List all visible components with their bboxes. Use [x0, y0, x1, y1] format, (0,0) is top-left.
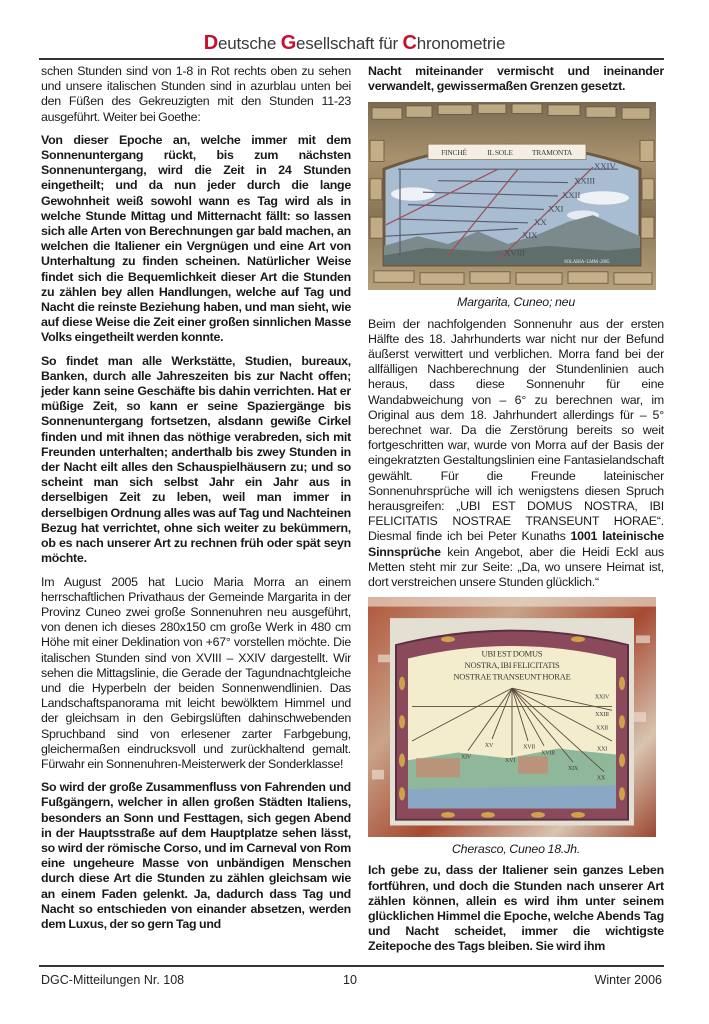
- banner-word-3: TRAMONTA: [531, 148, 573, 158]
- header-cap-c: C: [402, 32, 417, 54]
- hour-label: XIX: [522, 230, 538, 241]
- banner-word-2: IL SOLE: [487, 148, 513, 158]
- page-footer: [41, 973, 662, 989]
- goethe-quote-1: Von dieser Epoche an, welche immer mit dem Sonnenuntergang rückt, bis zum nächsten Sonnenuntergang, wird die Zeit in 24 Stunden eingetheilt; und da nun jeder durch die lange Gewohnheit weiß sowohl wann es Tag wird als in welche Stunde Mittag und Mitternacht fällt: so lassen sich alle Arten von Berechnungen gar bald machen, an welchen die Italiener ein Vergnügen und eine Art von Unterhaltung zu finden scheinen. Natürlicher Weise findet sich die Bequemlichkeit dieser Art die Stunden zu zählen bey allen Handlungen, welche auf Tag und Nacht die reinste Beziehung haben, und man sieht, wie auf diese Weise die Zeit einer großen sinnlichen Masse Volks eingetheilt werden konnte.: [41, 132, 351, 345]
- hour-label: XX: [534, 217, 547, 228]
- goethe-quote-2: So findet man alle Werkstätte, Studien, bureaux, Banken, durch alle Jahreszeiten bis zur Nacht offen; jeder kann seine Geschäfte bis dahin verrichten. Hat er müßige Zeit, so kann er seine Spaziergänge bis Sonnenuntergang fortsetzen, alsdann gewiße Cirkel finden und mit ihnen das nöthige verabreden, sich mit Freunden unterhalten; anderthalb bis zwey Stunden in der Nacht eilt alles den Schauspielhäusern zu; und so scheint man sich selbst Jahr ein Jahr aus in derselbigen Zeit zu leben, weil man immer in derselbigen Ordnung alles was auf Tag und Nachteinen Bezug hat verrichtet, ohne sich weiter zu bekümmern, ob es nach unserer Art zu rechnen früh oder spät seyn möchte.: [41, 353, 351, 566]
- figure-caption: Margarita, Cuneo; neu: [456, 295, 576, 310]
- hour-label: XVII: [523, 745, 535, 751]
- figure-caption: Cherasco, Cuneo 18.Jh.: [451, 842, 581, 857]
- issue-date: Winter 2006: [594, 973, 662, 987]
- header-text-1: eutsche: [218, 34, 281, 53]
- hour-label: XIV: [460, 754, 472, 761]
- motto-line-3: NOSTRAE TRANSEUNT HORAE: [453, 672, 571, 682]
- sundial-photo-cherasco: [368, 597, 656, 837]
- hour-label: XXII: [596, 725, 608, 732]
- paragraph: schen Stunden sind von 1-8 in Rot rechts oben zu sehen und unsere italischen Stunden sind in azurblau unten bei den Füßen des Gekreuzigten mit den Stunden 11-23 ausgeführt. Weiter bei Goethe:: [41, 64, 351, 124]
- left-column: [41, 64, 351, 940]
- hour-label: XXI: [596, 746, 608, 753]
- hour-label: XVI: [504, 758, 516, 765]
- hour-label: XXI: [548, 203, 564, 214]
- header-rule: [39, 58, 664, 60]
- hour-label: XVIII: [541, 750, 555, 757]
- hour-label: XIX: [567, 766, 579, 773]
- sundial-photo-margarita: [368, 102, 656, 290]
- goethe-quote-continued: Nacht miteinander vermischt und ineinander verwandelt, gewissermaßen Grenzen gesetzt.: [368, 64, 664, 94]
- motto-banner: [428, 145, 586, 160]
- goethe-quote-3: So wird der große Zusammenfluss von Fahrenden und Fußgängern, welcher in allen großen Städten Italiens, besonders an Sonn und Festtagen, sich gegen Abend in der Hauptsstraße auf dem Hauptplatze sehen lässt, so wird der römische Corso, und im Carneval von Rom eine ungeheure Masse von unbändigen Menschen durch diese Art die Stunden zu zählen gleichsam wie an einem Faden gelenkt. Ja, dadurch dass Tag und Nacht so entschieden von einander absetzen, werden dem Luxus, der so gern Tag und: [41, 780, 351, 931]
- hour-label: XXIV: [594, 695, 610, 701]
- page-number: 10: [343, 973, 357, 987]
- sundial-illustration: [368, 102, 656, 290]
- paragraph: [368, 317, 664, 591]
- hour-label: XXIII: [595, 712, 609, 719]
- publication-name: DGC-Mitteilungen Nr. 108: [41, 973, 185, 987]
- motto-line-2: NOSTRA, IBI FELICITATIS: [464, 661, 560, 671]
- header-text-3: hronometrie: [416, 34, 506, 53]
- paragraph-text-end: kein Angebot, aber die Heidi Eckl aus Metten steht mir zur Seite: „Da, wo unsere Heimat ist, dort verstreichen unsere Stunden glücklich.“: [368, 544, 664, 590]
- goethe-quote-4: Ich gebe zu, dass der Italiener sein ganzes Leben fortführen, und doch die Stunden nach unserer Art zählen können, allein es wird ihm unter seinem glücklichen Himmel die Epoche, welche Abends Tag und Nacht scheidet, immer die wichtigste Zeitepoche des Tags bleiben. Sie wird ihm: [368, 863, 664, 954]
- banner-word-1: FINCHÉ: [441, 148, 467, 158]
- artist-signature: SOLARIA - LMM - 2005: [564, 260, 610, 266]
- hour-label: XXIV: [594, 161, 616, 172]
- header-cap-g: G: [280, 32, 297, 54]
- hour-label: XV: [484, 743, 494, 749]
- footer-rule: [39, 965, 664, 967]
- paragraph-text: Beim der nachfolgenden Sonnenuhr aus der ersten Hälfte des 18. Jahrhunderts war nicht nur der Befund äußerst verwittert und verblichen. Morra fand bei der allfälligen Nachberechnung der Stundenlinien auch heraus, dass diese Sonnenuhr für eine Wandabweichung von – 6° zu berechnen war, im Original aus dem 18. Jahrhundert allerdings für – 5° berechnet war. Da die Zerstörung bereits so weit fortgeschritten war, wurde von Morra auf der Basis der eingekratzten Gestaltungslinien eine Fantasielandschaft gewählt. Für die Freunde lateinischer Sonnenuhrsprüche will ich wenigstens diesen Spruch herausgreifen: „UBI EST DOMUS NOSTRA, IBI FELICITATIS NOSTRAE TRANSEUNT HORAE“. Diesmal finde ich bei Peter Kunaths: [368, 316, 664, 544]
- hour-label: XXIII: [574, 176, 595, 186]
- hour-label: XXII: [562, 190, 581, 201]
- header-cap-d: D: [203, 32, 219, 54]
- sundial-illustration: [368, 597, 656, 837]
- page-header: [0, 32, 709, 55]
- paragraph: Im August 2005 hat Lucio Maria Morra an einem herrschaftlichen Privathaus der Gemeinde Margarita in der Provinz Cuneo zwei große Sonnenuhren neu ausgeführt, von denen ich dieses 280x150 cm große Werk in 480 cm Höhe mit einer Deklination von +67° vorstellen möchte. Die italischen Stunden sind von XVIII – XXIV dargestellt. Wir sehen die Mittagslinie, die Gerade der Tagundnachtgleiche und die Hyperbeln der beiden Sonnenwendlinien. Das Landschaftspanorama mit leicht bewölktem Himmel und der gleichsam in den Gebirgslüften dahinschwebenden Spruchband sind von erlesener zarter Farbgebung, gleichermaßen eindrucksvoll und zurückhaltend gemalt. Fürwahr ein Sonnenuhren-Meisterwerk der Sonderklasse!: [41, 574, 351, 771]
- header-text-2: esellschaft für: [296, 34, 403, 53]
- hour-label: XVIII: [504, 248, 525, 258]
- book-title: 1001 lateinische Sinnsprüche: [368, 529, 664, 559]
- motto-line-1: UBI EST DOMUS: [481, 649, 543, 659]
- hour-label: XX: [596, 775, 606, 782]
- right-column: [368, 64, 664, 962]
